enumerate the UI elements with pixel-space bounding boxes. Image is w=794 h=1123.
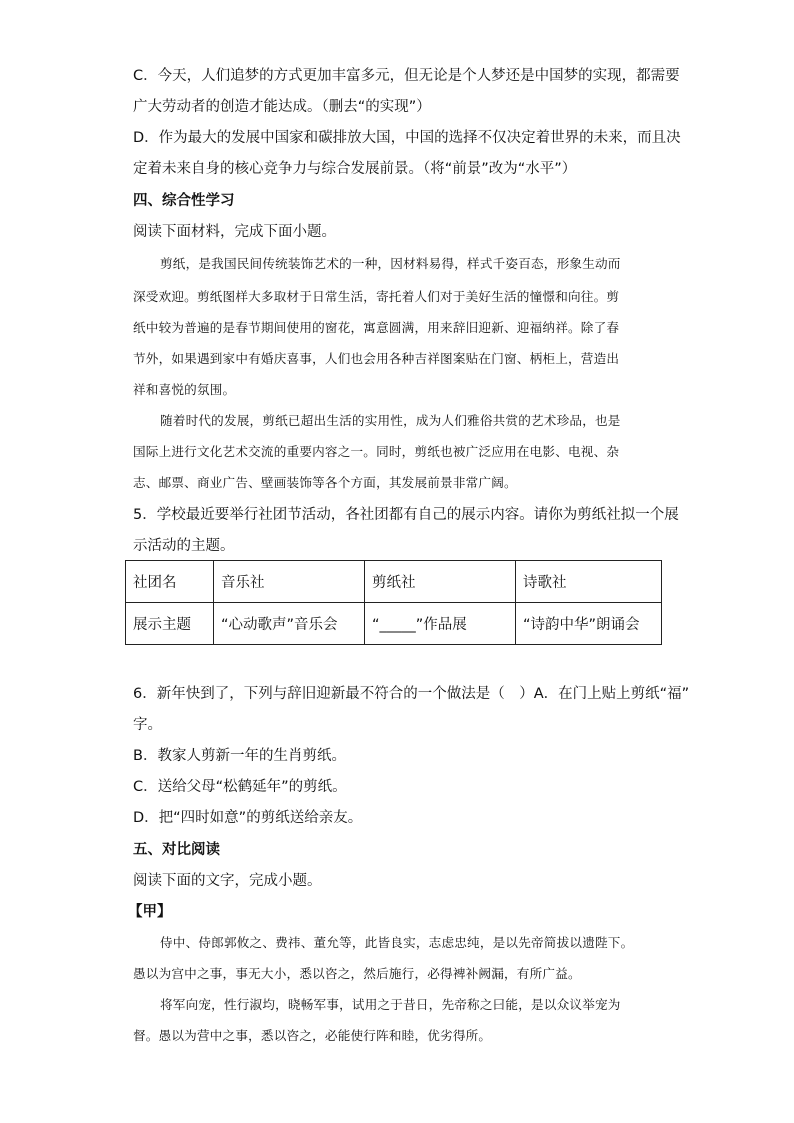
option-c-line-2: 广大劳动者的创造才能达成。（删去“的实现”） xyxy=(133,99,431,115)
question-5-line-2: 示活动的主题。 xyxy=(133,538,235,554)
passage-1-line-5: 祥和喜悦的氛围。 xyxy=(133,382,236,397)
table-row xyxy=(126,561,662,603)
jia-passage-1-line-2: 愚以为宫中之事，事无大小，悉以咨之，然后施行，必得裨补阙漏，有所广益。 xyxy=(133,966,581,981)
option-d-line-2: 定着未来自身的核心竞争力与综合发展前景。（将“前景”改为“水平”） xyxy=(133,161,577,177)
table-header-cell: 社团名 xyxy=(126,561,214,603)
passage-2-line-3: 志、邮票、商业广告、壁画装饰等各个方面，其发展前景非常广阔。 xyxy=(133,475,517,490)
question-6-line-1: 6．新年快到了，下列与辞旧迎新最不符合的一个做法是（ ）A．在门上贴上剪纸“福” xyxy=(133,686,690,702)
section-4-intro: 阅读下面材料，完成下面小题。 xyxy=(133,224,336,240)
jia-passage-1-line-1: 侍中、侍郎郭攸之、费祎、董允等，此皆良实，志虑忠纯，是以先帝简拔以遗陛下。 xyxy=(160,935,634,950)
theme-cell-blank: “_____”作品展 xyxy=(365,603,516,645)
table-row xyxy=(126,603,662,645)
passage-2-line-1: 随着时代的发展，剪纸已超出生活的实用性，成为人们雅俗共赏的艺术珍品，也是 xyxy=(160,413,621,428)
club-table xyxy=(125,560,662,645)
section-5-title: 五、对比阅读 xyxy=(133,842,220,858)
passage-2-line-2: 国际上进行文化艺术交流的重要内容之一。同时，剪纸也被广泛应用在电影、电视、杂 xyxy=(133,444,620,459)
theme-cell: “诗韵中华”朗诵会 xyxy=(516,603,662,645)
option-d-line-1: D．作为最大的发展中国家和碳排放大国，中国的选择不仅决定着世界的未来，而且决 xyxy=(133,130,681,146)
section-5-intro: 阅读下面的文字，完成小题。 xyxy=(133,873,322,889)
table-row-label-cell: 展示主题 xyxy=(126,603,214,645)
passage-jia-label: 【甲】 xyxy=(128,904,172,920)
question-5-line-1: 5．学校最近要举行社团节活动，各社团都有自己的展示内容。请你为剪纸社拟一个展 xyxy=(133,507,679,523)
question-6-option-c: C．送给父母“松鹤延年”的剪纸。 xyxy=(133,779,347,795)
passage-1-line-4: 节外，如果遇到家中有婚庆喜事，人们也会用各种吉祥图案贴在门窗、柄柜上，营造出 xyxy=(133,351,620,366)
club-name-cell: 剪纸社 xyxy=(365,561,516,603)
jia-passage-2-line-2: 督。愚以为营中之事，悉以咨之，必能使行阵和睦，优劣得所。 xyxy=(133,1028,492,1043)
theme-cell: “心动歌声”音乐会 xyxy=(214,603,365,645)
jia-passage-2-line-1: 将军向宠，性行淑均，晓畅军事，试用之于昔日，先帝称之曰能，是以众议举宠为 xyxy=(160,997,621,1012)
section-4-title: 四、综合性学习 xyxy=(133,193,235,209)
club-name-cell: 音乐社 xyxy=(214,561,365,603)
question-6-option-d: D．把“四时如意”的剪纸送给亲友。 xyxy=(133,810,363,826)
passage-1-line-3: 纸中较为普遍的是春节期间使用的窗花，寓意圆满，用来辞旧迎新、迎福纳祥。除了春 xyxy=(133,320,620,335)
question-6-line-2: 字。 xyxy=(133,717,162,733)
passage-1-line-1: 剪纸，是我国民间传统装饰艺术的一种，因材料易得，样式千姿百态，形象生动而 xyxy=(160,256,621,271)
club-name-cell: 诗歌社 xyxy=(516,561,662,603)
passage-1-line-2: 深受欢迎。剪纸图样大多取材于日常生活，寄托着人们对于美好生活的憧憬和向往。剪 xyxy=(133,289,620,304)
option-c-line-1: C．今天，人们追梦的方式更加丰富多元，但无论是个人梦还是中国梦的实现，都需要 xyxy=(133,68,680,84)
question-6-option-b: B．教家人剪新一年的生肖剪纸。 xyxy=(133,748,346,764)
